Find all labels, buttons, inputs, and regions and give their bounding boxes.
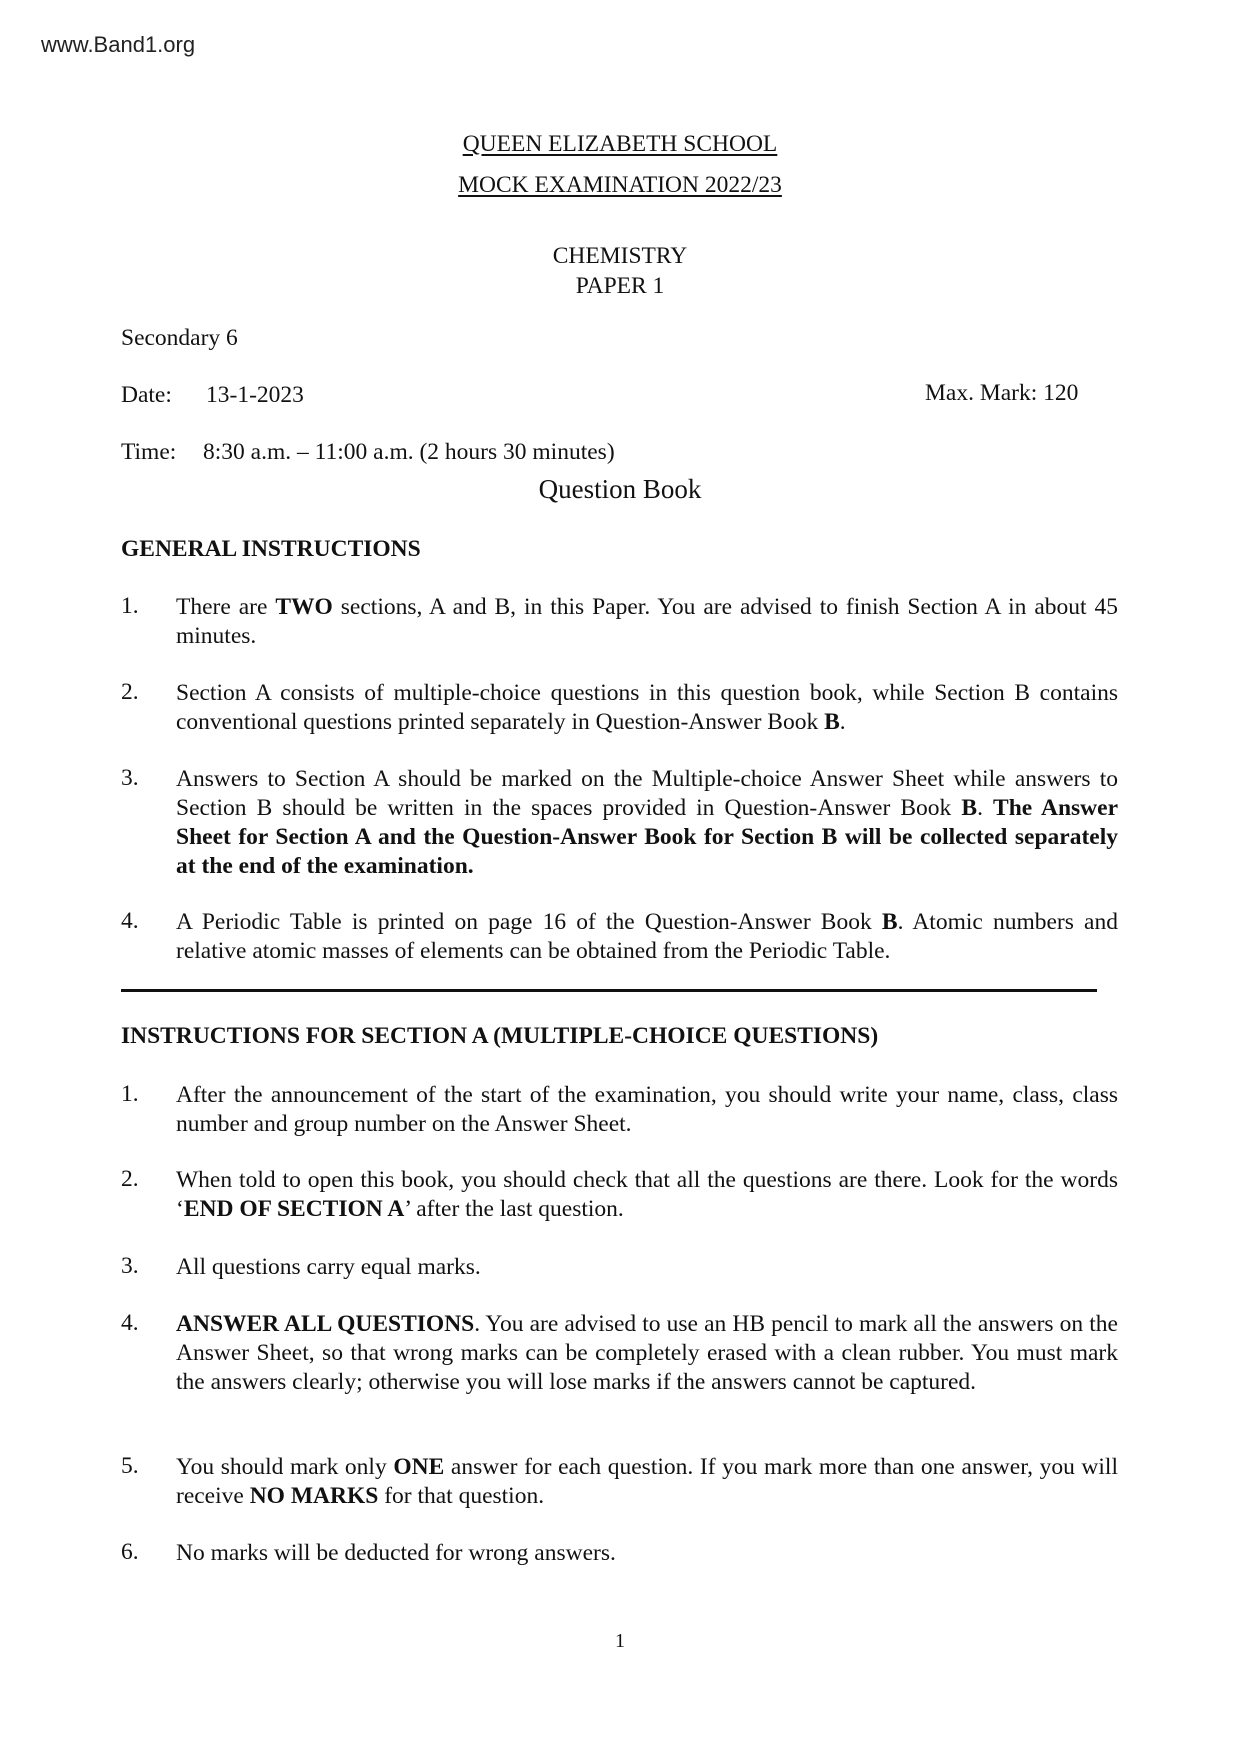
watermark: www.Band1.org — [41, 32, 196, 57]
book-title: Question Book — [538, 474, 702, 504]
paper: PAPER 1 — [575, 273, 665, 299]
section-a-heading: INSTRUCTIONS FOR SECTION A (MULTIPLE-CHOICE QUESTIONS) — [121, 1023, 879, 1049]
level: Secondary 6 — [121, 325, 238, 351]
time-label: Time: — [121, 439, 177, 465]
page-number: 1 — [615, 1630, 625, 1652]
exam-page: www.Band1.org QUEEN ELIZABETH SCHOOL MOCK EXAMINATION 2022/23 CHEMISTRY PAPER 1 Secondary 6 Date: 13-1-2023 Max. Mark: 120 Time: 8:30 a.m. – 11:00 a.m. (2 hours 30 minutes) Question Book GENERAL INSTRUCTIONS 1. There are TWO sections, A and B, in this Paper. You are advised to finish Section A in about 45 minutes. 2. Section A consists of multiple-choice questions in this question book, while Section B contains conventional questions printed separately in Question-Answer Book B. 3. Answers to Section A should be marked on the Multiple-choice Answer Sheet while answers to Section B should be written in the spaces provided in Question-Answer Book B. The Answer Sheet for Section A and the Question-Answer Book for Section B will be collected separately at the end of the examination. 4. A Periodic Table is printed on page 16 of the Question-Answer Book B. Atomic numbers and relative atomic masses of elements can be obtained from the Periodic Table. INSTRUCTIONS FOR SECTION A (MULTIPLE-CHOICE QUESTIONS) 1. After the announcement of the start of the examination, you should write your name, class, class number and group number on the Answer Sheet. 2. When told to open this book, you should check that all the questions are there. Look for the words ‘END OF SECTION A’ after the last question. 3. All questions carry equal marks. 4. ANSWER ALL QUESTIONS. You are advised to use an HB pencil to mark all the answers on the Answer Sheet, so that wrong marks can be completely erased with a clean rubber. You must mark the answers clearly; otherwise you will lose marks if the answers cannot be captured. 5. You should mark only ONE answer for each question. If you mark more than one answer, you will receive NO MARKS for that question. 6. No marks will be deducted for wrong answers. 1 — [0, 0, 1240, 1754]
general-heading: GENERAL INSTRUCTIONS — [121, 536, 421, 562]
divider — [121, 989, 1097, 992]
school-name: QUEEN ELIZABETH SCHOOL — [462, 131, 778, 157]
max-mark: Max. Mark: 120 — [925, 380, 1079, 406]
date-label: Date: — [121, 382, 172, 408]
date-value: 13-1-2023 — [206, 382, 304, 408]
exam-title: MOCK EXAMINATION 2022/23 — [458, 172, 782, 198]
time-value: 8:30 a.m. – 11:00 a.m. (2 hours 30 minutes) — [203, 439, 615, 465]
subject: CHEMISTRY — [552, 243, 688, 269]
